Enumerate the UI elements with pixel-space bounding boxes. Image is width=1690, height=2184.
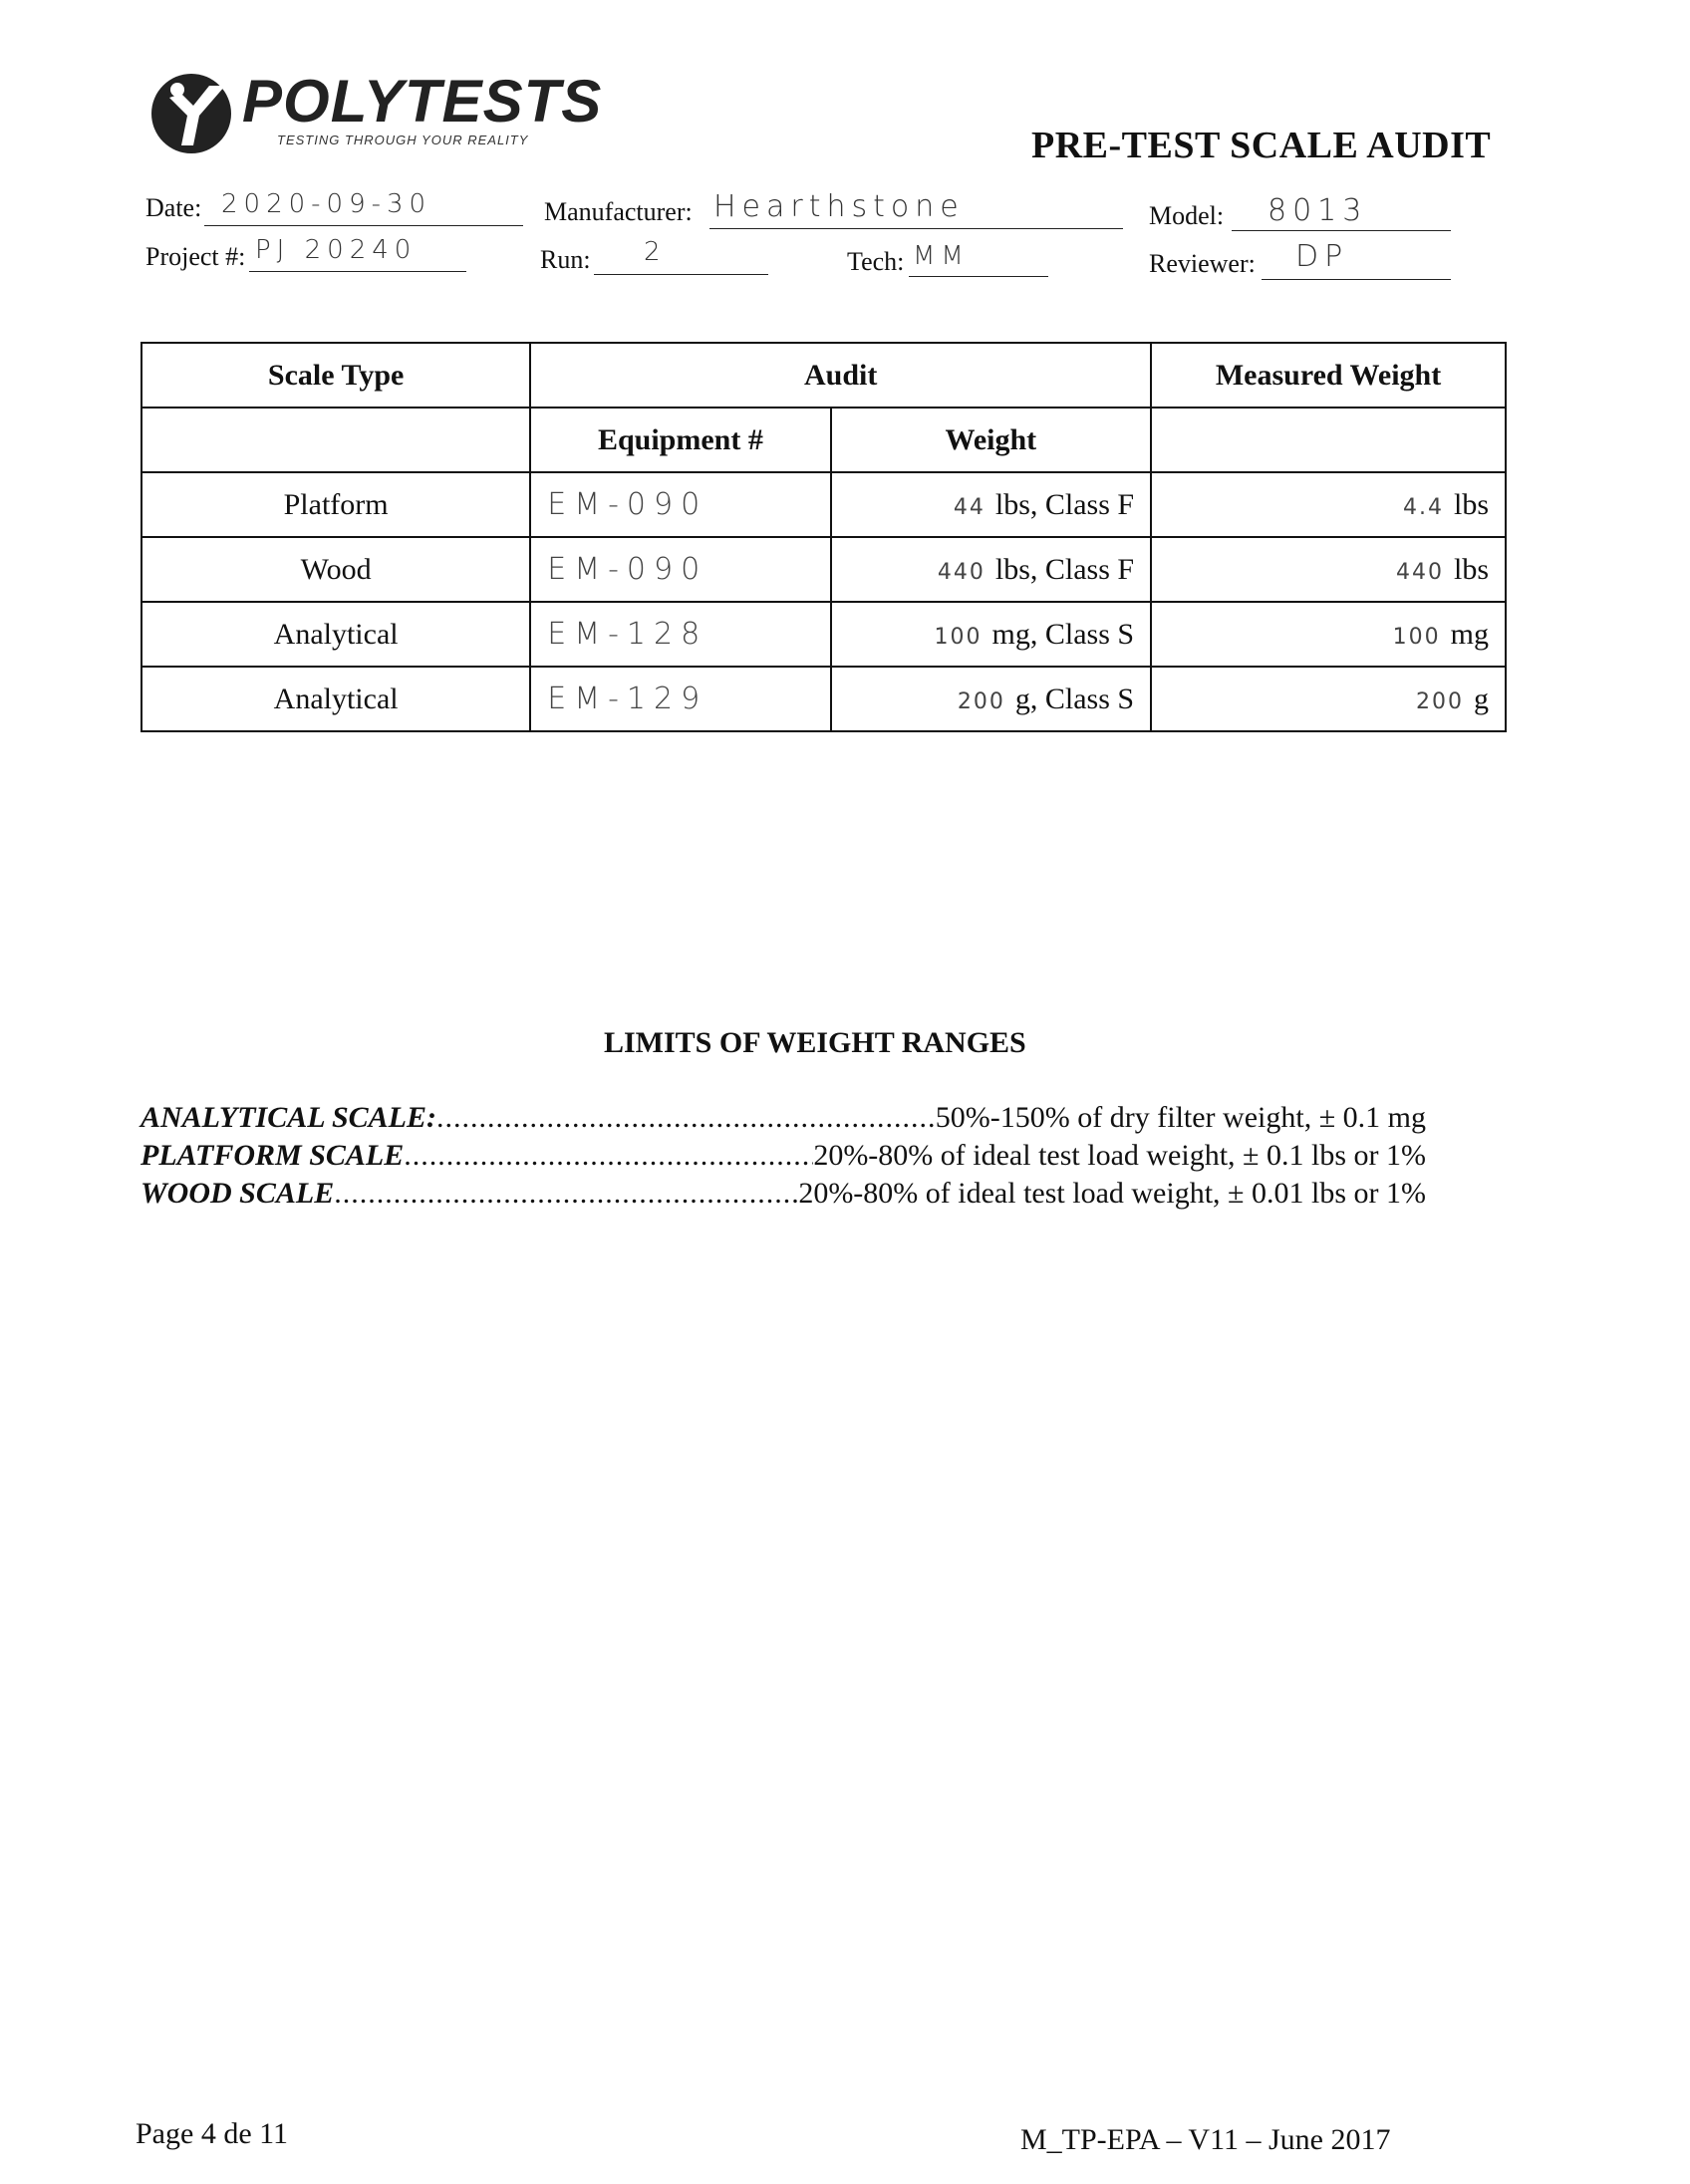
measured-cell bbox=[1151, 472, 1506, 537]
table-row bbox=[141, 667, 1506, 731]
measured-value: 4.4 bbox=[1402, 494, 1444, 520]
measured-unit: lbs bbox=[1453, 487, 1489, 521]
measured-weight-header: Measured Weight bbox=[1151, 343, 1506, 408]
leader-dots bbox=[334, 1175, 798, 1213]
model-line bbox=[1232, 230, 1451, 231]
limit-name: PLATFORM SCALE bbox=[141, 1139, 405, 1172]
scale-audit-table bbox=[141, 342, 1507, 732]
table-row bbox=[141, 472, 1506, 537]
date-line bbox=[204, 225, 523, 226]
weight-cell bbox=[831, 472, 1152, 537]
weight-header: Weight bbox=[831, 408, 1152, 472]
scale-type-cell: Analytical bbox=[141, 602, 530, 667]
weight-value: 44 bbox=[953, 494, 986, 520]
page-title: PRE-TEST SCALE AUDIT bbox=[1031, 125, 1492, 166]
measured-cell bbox=[1151, 537, 1506, 602]
measured-value: 440 bbox=[1395, 559, 1444, 585]
equipment-cell: EM-090 bbox=[530, 472, 830, 537]
manufacturer-value: Hearthstone bbox=[713, 189, 965, 224]
limit-name: ANALYTICAL SCALE: bbox=[141, 1101, 436, 1134]
reviewer-label: Reviewer: bbox=[1149, 249, 1256, 278]
table-row bbox=[141, 537, 1506, 602]
weight-class: lbs, Class F bbox=[994, 552, 1135, 586]
tech-line bbox=[909, 276, 1048, 277]
project-label: Project #: bbox=[145, 242, 246, 271]
model-value: 8013 bbox=[1268, 193, 1368, 228]
measured-value: 200 bbox=[1416, 688, 1464, 714]
leader-dots bbox=[436, 1099, 936, 1137]
equipment-cell: EM-128 bbox=[530, 602, 830, 667]
limit-text: 20%-80% of ideal test load weight, ± 0.1 lbs or 1% bbox=[813, 1139, 1426, 1172]
measured-value: 100 bbox=[1392, 624, 1441, 650]
limit-text: 20%-80% of ideal test load weight, ± 0.01 lbs or 1% bbox=[798, 1177, 1426, 1210]
weight-value: 440 bbox=[937, 559, 986, 585]
scale-type-header: Scale Type bbox=[141, 343, 530, 408]
document-id: M_TP-EPA – V11 – June 2017 bbox=[1020, 2123, 1391, 2156]
project-line bbox=[249, 271, 466, 272]
company-logo bbox=[147, 68, 243, 157]
weight-value: 100 bbox=[934, 624, 983, 650]
logo-tagline: TESTING THROUGH YOUR REALITY bbox=[277, 133, 529, 147]
weight-cell bbox=[831, 602, 1152, 667]
limits-list bbox=[141, 1099, 1426, 1213]
tech-value: MM bbox=[913, 241, 970, 271]
measured-cell bbox=[1151, 602, 1506, 667]
run-label: Run: bbox=[540, 245, 591, 274]
date-label: Date: bbox=[145, 193, 202, 222]
measured-cell bbox=[1151, 667, 1506, 731]
measured-unit: lbs bbox=[1453, 552, 1489, 586]
limit-row bbox=[141, 1175, 1426, 1213]
date-value: 2020-09-30 bbox=[221, 189, 432, 219]
run-value: 2 bbox=[644, 237, 667, 267]
equipment-header: Equipment # bbox=[530, 408, 830, 472]
table-row bbox=[141, 602, 1506, 667]
tech-label: Tech: bbox=[847, 247, 905, 276]
scale-type-cell: Wood bbox=[141, 537, 530, 602]
leader-dots bbox=[404, 1137, 813, 1175]
table-header-row bbox=[141, 343, 1506, 408]
run-line bbox=[594, 274, 768, 275]
project-value: PJ 20240 bbox=[255, 235, 418, 265]
scale-type-cell: Platform bbox=[141, 472, 530, 537]
limit-row bbox=[141, 1137, 1426, 1175]
table-subheader-row bbox=[141, 408, 1506, 472]
measured-unit: mg bbox=[1450, 617, 1489, 651]
limit-row bbox=[141, 1099, 1426, 1137]
reviewer-value: DP bbox=[1295, 239, 1349, 274]
equipment-cell: EM-129 bbox=[530, 667, 830, 731]
weight-class: mg, Class S bbox=[991, 617, 1135, 651]
weight-cell bbox=[831, 537, 1152, 602]
limit-text: 50%-150% of dry filter weight, ± 0.1 mg bbox=[935, 1101, 1426, 1134]
weight-class: lbs, Class F bbox=[994, 487, 1135, 521]
audit-header: Audit bbox=[530, 343, 1151, 408]
scale-type-cell: Analytical bbox=[141, 667, 530, 731]
measured-unit: g bbox=[1474, 682, 1489, 715]
limit-name: WOOD SCALE bbox=[141, 1177, 335, 1210]
weight-cell bbox=[831, 667, 1152, 731]
weight-value: 200 bbox=[957, 688, 1005, 714]
empty-cell bbox=[141, 408, 530, 472]
logo-emblem-icon bbox=[147, 68, 243, 157]
weight-class: g, Class S bbox=[1014, 682, 1135, 715]
manufacturer-label: Manufacturer: bbox=[544, 197, 693, 226]
manufacturer-line bbox=[709, 228, 1123, 229]
empty-cell bbox=[1151, 408, 1506, 472]
equipment-cell: EM-090 bbox=[530, 537, 830, 602]
model-label: Model: bbox=[1149, 201, 1225, 230]
limits-title: LIMITS OF WEIGHT RANGES bbox=[604, 1026, 1026, 1059]
page-number: Page 4 de 11 bbox=[136, 2117, 289, 2150]
logo-name: POLYTESTS bbox=[242, 68, 603, 135]
reviewer-line bbox=[1262, 279, 1451, 280]
